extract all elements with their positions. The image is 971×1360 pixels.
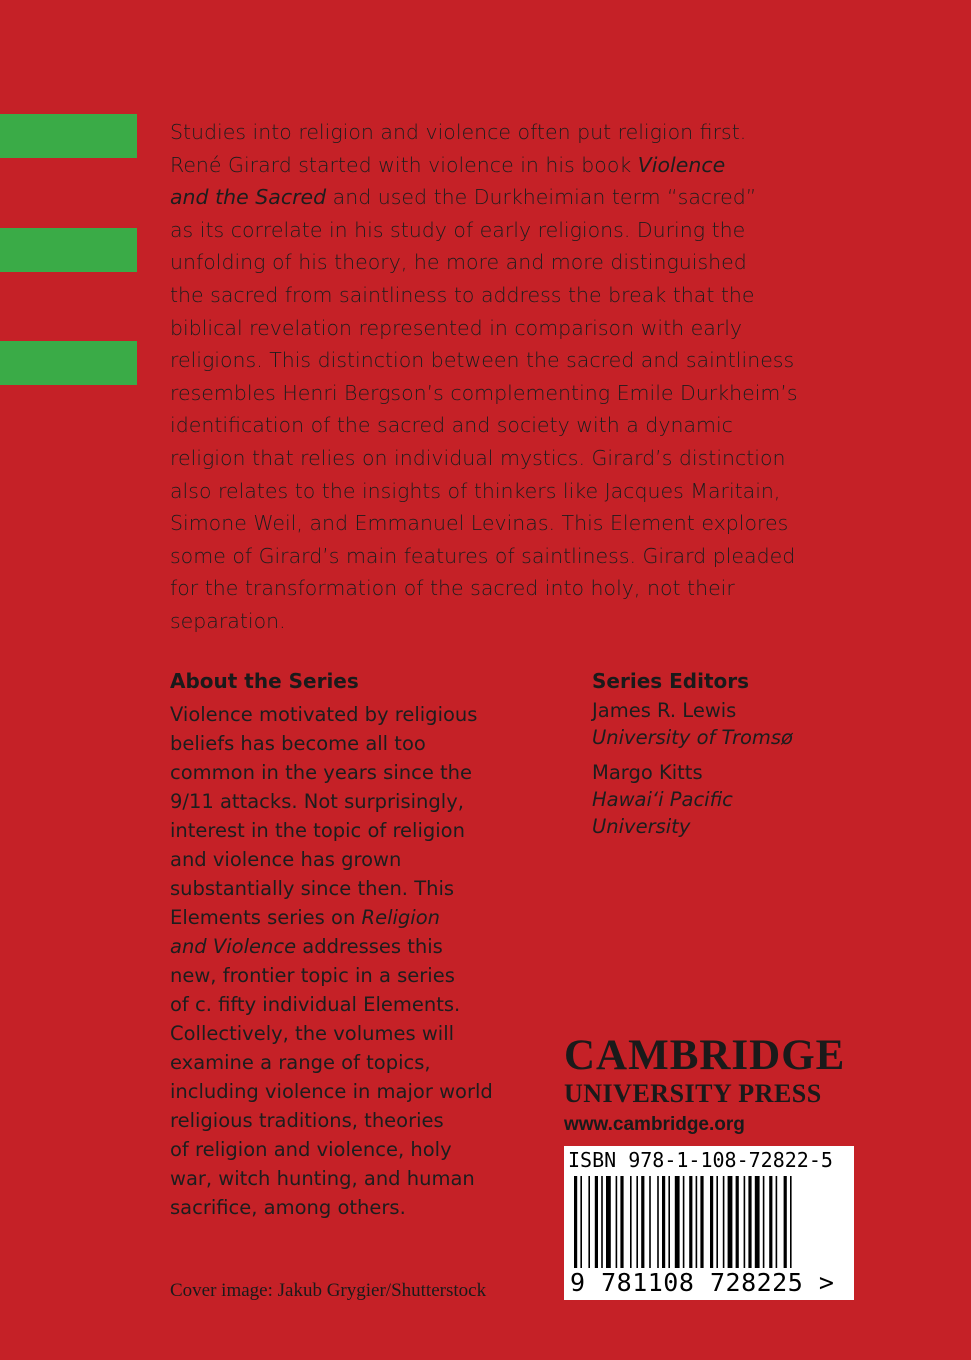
barcode-digits: 9 781108 728225 > (570, 1268, 835, 1297)
publisher-url: www.cambridge.org (564, 1114, 745, 1135)
blurb-line: religions. This distinction between the sacred and saintliness (170, 348, 795, 373)
barcode-bar (748, 1176, 751, 1268)
about-series-heading: About the Series (170, 669, 359, 693)
blurb-line: biblical revelation represented in comparison with early (170, 315, 743, 340)
barcode-bar (790, 1176, 792, 1268)
barcode-bar (755, 1176, 760, 1268)
about-line: and violence has grown (170, 848, 402, 871)
about-line: sacrifice, among others. (170, 1196, 406, 1219)
blurb-line: some of Girard’s main features of saintliness. Girard pleaded (170, 543, 796, 568)
book-description (170, 116, 870, 638)
about-line: Elements series on Religion (170, 906, 440, 929)
isbn-label: ISBN 978-1-108-72822-5 (568, 1148, 833, 1172)
barcode-bar (616, 1176, 618, 1268)
publisher-subtitle: UNIVERSITY PRESS (564, 1079, 822, 1108)
barcode-bar (595, 1176, 598, 1268)
cover-image-credit: Cover image: Jakub Grygier/Shutterstock (170, 1280, 487, 1301)
series-editor (592, 759, 733, 840)
barcode-bar (620, 1176, 623, 1268)
barcode-bar (736, 1176, 739, 1268)
about-line: new, frontier topic in a series (170, 964, 455, 987)
about-line: beliefs has become all too (170, 732, 426, 755)
book-title-italic: and the Sacred (170, 185, 327, 210)
isbn-barcode (564, 1146, 854, 1300)
blurb-line: identification of the sacred and society with a dynamic (170, 413, 733, 438)
blurb-line: and the Sacred and used the Durkheimian term “sacred” (170, 185, 757, 210)
blurb-line: separation. (170, 608, 286, 633)
barcode-bar (649, 1176, 651, 1268)
about-line: substantially since then. This (170, 877, 455, 900)
series-editors-heading: Series Editors (592, 669, 750, 693)
series-title-italic: and Violence (170, 935, 297, 958)
barcode-bar (763, 1176, 765, 1268)
barcode-bar (580, 1176, 582, 1268)
about-line: common in the years since the (170, 761, 473, 784)
editor-name: Margo Kitts (592, 761, 703, 784)
book-title-italic: Violence (637, 152, 726, 177)
blurb-line: the sacred from saintliness to address the break that the (170, 282, 755, 307)
barcode-bar (601, 1176, 603, 1268)
barcode-bar (744, 1176, 746, 1268)
barcode-bar (696, 1176, 698, 1268)
barcode-bar (689, 1176, 692, 1268)
series-title-italic: Religion (361, 906, 440, 929)
editor-affiliation: Hawai‘i Pacific (592, 788, 733, 811)
barcode-bar (641, 1176, 644, 1268)
editor-affiliation: University (592, 815, 691, 838)
about-line: including violence in major world (170, 1080, 493, 1103)
about-line: of c. fifty individual Elements. (170, 993, 461, 1016)
barcode-bar (683, 1176, 685, 1268)
about-line: Violence motivated by religious (170, 703, 478, 726)
accent-bar-bottom (0, 341, 137, 385)
barcode-bar (588, 1176, 590, 1268)
blurb-line: for the transformation of the sacred into holy, not their (170, 576, 735, 601)
barcode-bar (710, 1176, 713, 1268)
about-series-text (170, 700, 550, 1222)
editor-name: James R. Lewis (592, 699, 737, 722)
barcode-bar (700, 1176, 703, 1268)
barcode-bar (668, 1176, 670, 1268)
barcode-bar (716, 1176, 718, 1268)
barcode-bar (657, 1176, 659, 1268)
barcode-bar (574, 1176, 577, 1268)
accent-bar-top (0, 114, 137, 158)
barcode-bars (564, 1176, 854, 1270)
blurb-line: also relates to the insights of thinkers like Jacques Maritain, (170, 478, 781, 503)
barcode-bar (776, 1176, 778, 1268)
about-line: war, witch hunting, and human (170, 1167, 475, 1190)
barcode-bar (630, 1176, 632, 1268)
barcode-bar (723, 1176, 725, 1268)
blurb-line: as its correlate in his study of early religions. During the (170, 217, 746, 242)
blurb-line: Simone Weil, and Emmanuel Levinas. This Element explores (170, 511, 789, 536)
barcode-bar (675, 1176, 680, 1268)
blurb-line: unfolding of his theory, he more and more distinguished (170, 250, 747, 275)
barcode-bar (728, 1176, 733, 1268)
about-line: examine a range of topics, (170, 1051, 431, 1074)
editor-affiliation: University of Tromsø (592, 726, 793, 749)
about-line: interest in the topic of religion (170, 819, 465, 842)
accent-bar-middle (0, 228, 137, 272)
publisher-logo (564, 1034, 864, 1136)
about-line: Collectively, the volumes will (170, 1022, 455, 1045)
blurb-line: Studies into religion and violence often put religion first. (170, 120, 747, 144)
about-line: religious traditions, theories (170, 1109, 444, 1132)
series-editor (592, 697, 793, 751)
about-line: of religion and violence, holy (170, 1138, 452, 1161)
barcode-bar (606, 1176, 611, 1268)
publisher-name: CAMBRIDGE (564, 1032, 846, 1079)
barcode-bar (784, 1176, 787, 1268)
barcode-bar (769, 1176, 772, 1268)
barcode-bar (662, 1176, 665, 1268)
blurb-line: religion that relies on individual mystics. Girard’s distinction (170, 445, 786, 470)
barcode-bar (636, 1176, 638, 1268)
about-line: 9/11 attacks. Not surprisingly, (170, 790, 464, 813)
about-line: and Violence addresses this (170, 935, 443, 958)
blurb-line: René Girard started with violence in his book Violence (170, 152, 726, 177)
blurb-line: resembles Henri Bergson’s complementing Emile Durkheim’s (170, 380, 798, 405)
